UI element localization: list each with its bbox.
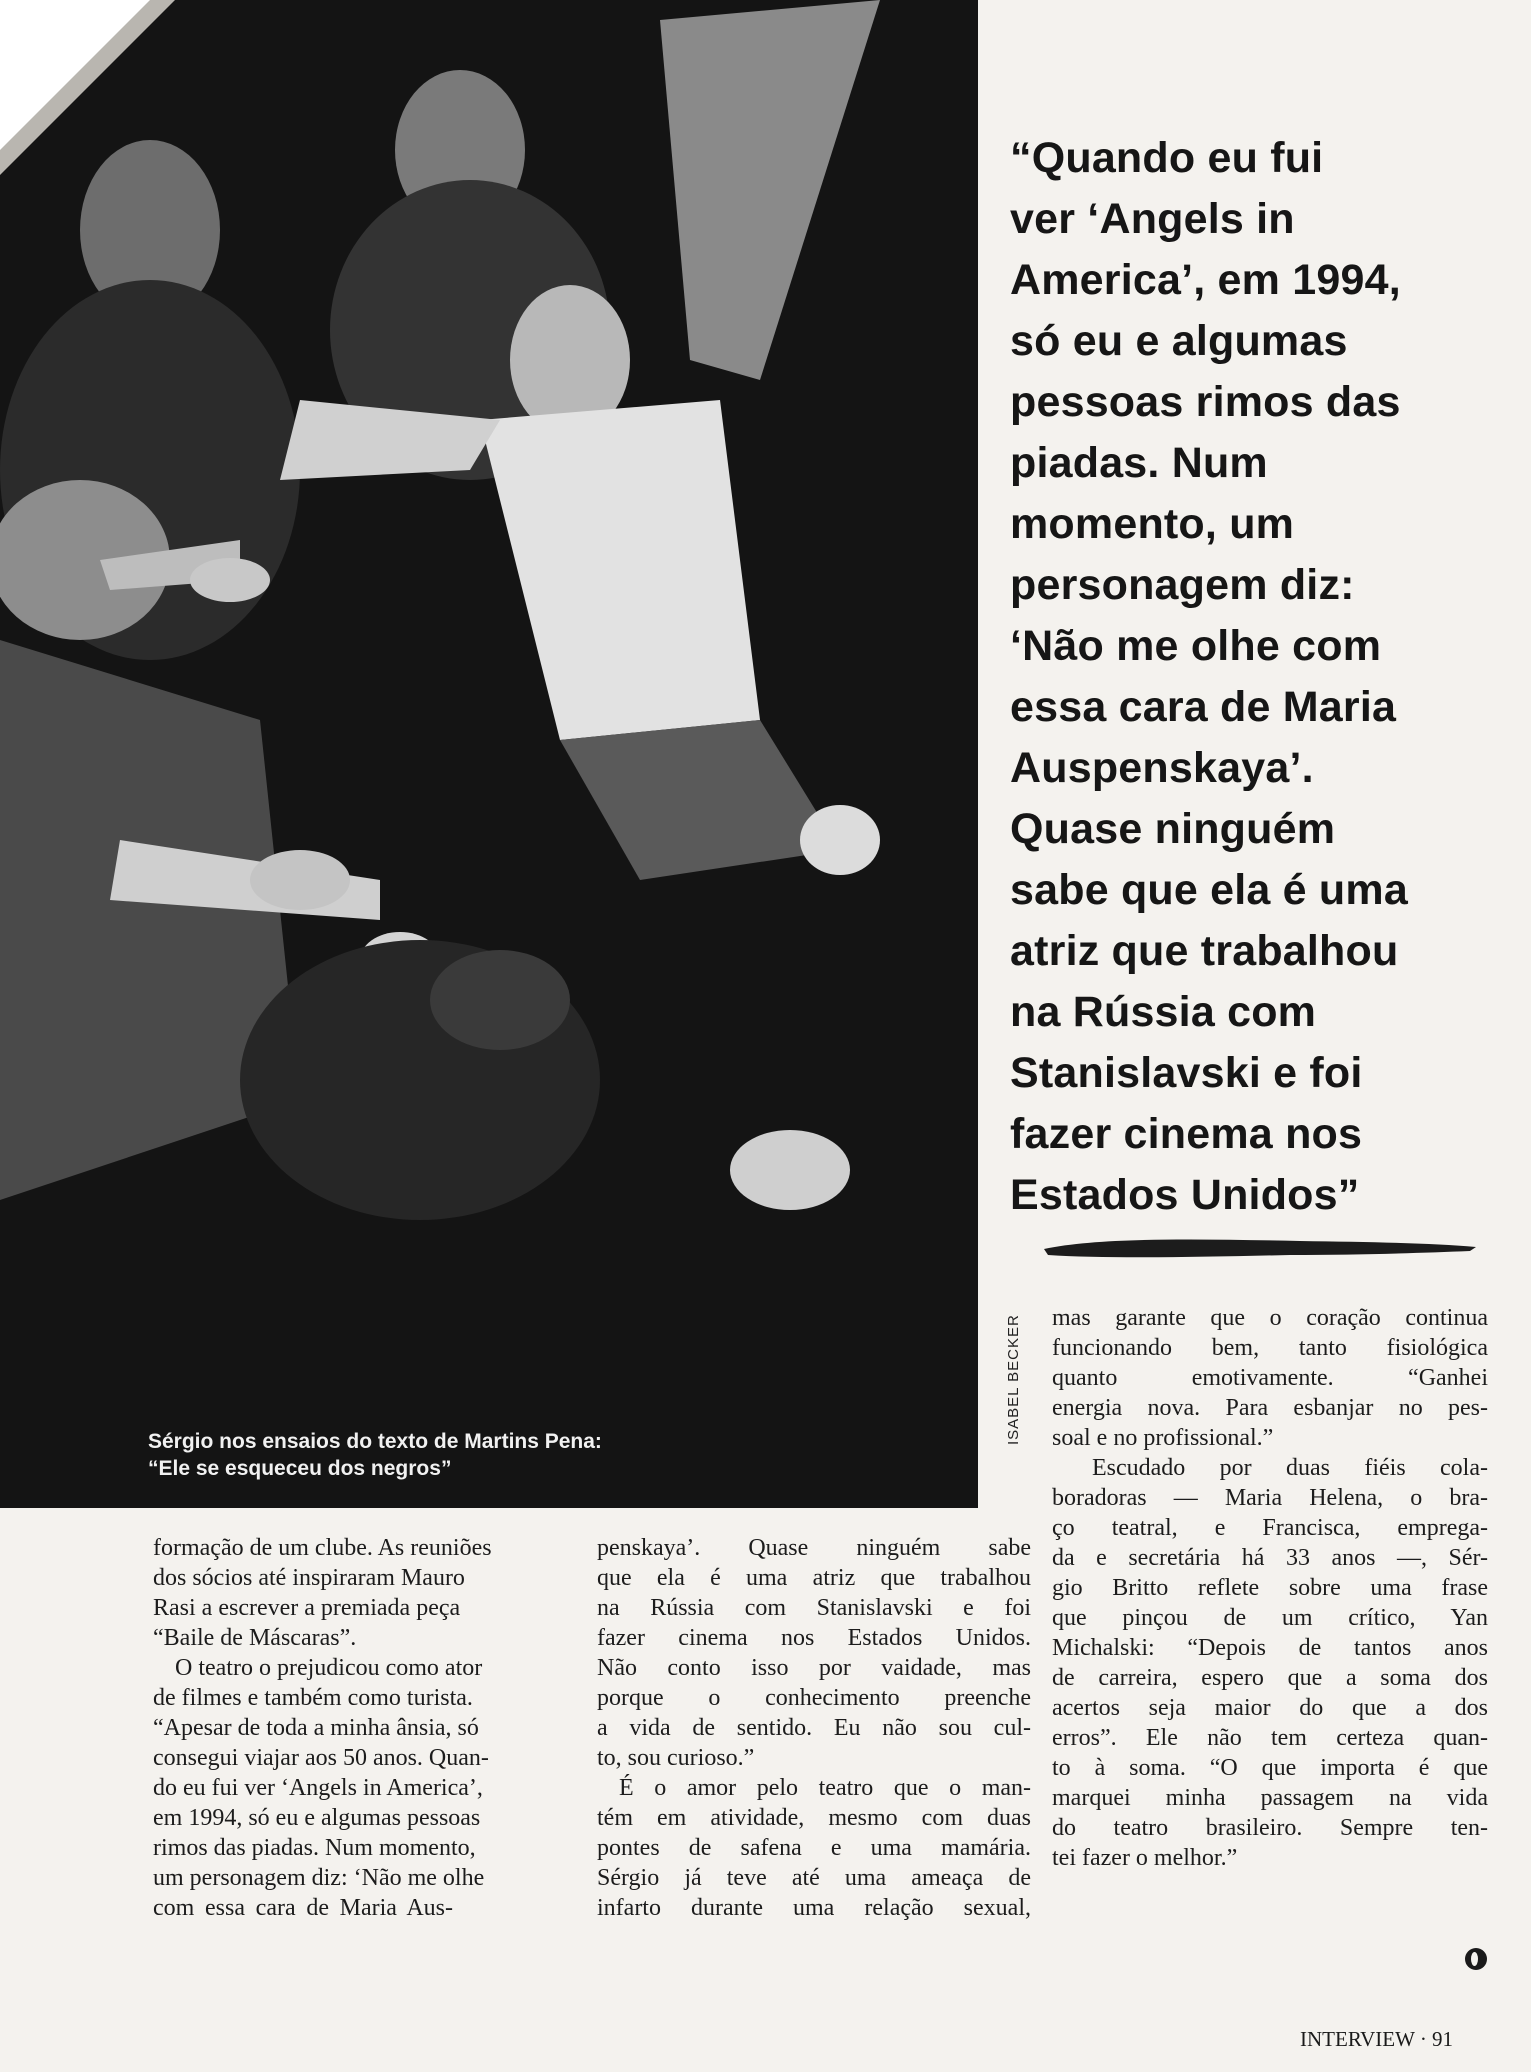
text-line: de carreira, espero que a soma dos [1052,1665,1488,1691]
text-line: rimos das piadas. Num momento, [153,1835,476,1861]
pull-quote-line: personagem diz: [1010,561,1355,609]
text-line: gio Britto reflete sobre uma frase [1052,1575,1488,1601]
text-line: da e secretária há 33 anos —, Sér- [1052,1545,1488,1571]
text-line: porque o conhecimento preenche [597,1685,1031,1711]
pull-quote-line: ver ‘Angels in [1010,195,1295,243]
photo-credit: ISABEL BECKER [1005,1314,1022,1445]
pull-quote-line: sabe que ela é uma [1010,866,1408,914]
pull-quote-line: momento, um [1010,500,1295,548]
rehearsal-photo [0,0,978,1508]
photo-illustration [0,0,978,1508]
pull-quote-line: piadas. Num [1010,439,1268,487]
pull-quote-line: fazer cinema nos [1010,1110,1363,1158]
text-line: mas garante que o coração continua [1052,1305,1488,1331]
text-line: Escudado por duas fiéis cola- [1092,1455,1488,1481]
text-line: a vida de sentido. Eu não sou cul- [597,1715,1031,1741]
text-line: É o amor pelo teatro que o man- [619,1775,1031,1801]
text-line: infarto durante uma relação sexual, [597,1895,1031,1921]
pull-quote-line: Estados Unidos” [1010,1171,1360,1219]
text-line: fazer cinema nos Estados Unidos. [597,1625,1031,1651]
photo-caption [148,1428,748,1482]
text-line: acertos seja maior do que a dos [1052,1695,1488,1721]
text-line: penskaya’. Quase ninguém sabe [597,1535,1031,1561]
body-column-c [1052,1303,1488,1873]
text-line: to à soma. “O que importa é que [1052,1755,1488,1781]
text-line: soal e no profissional.” [1052,1425,1274,1451]
text-line: em 1994, só eu e algumas pessoas [153,1805,481,1831]
pull-quote [1010,128,1510,1226]
text-line: do teatro brasileiro. Sempre ten- [1052,1815,1488,1841]
end-of-article-icon [1465,1948,1487,1970]
text-line: funcionando bem, tanto fisiológica [1052,1335,1488,1361]
text-line: formação de um clube. As reuniões [153,1535,492,1561]
pull-quote-line: pessoas rimos das [1010,378,1401,426]
text-line: Não conto isso por vaidade, mas [597,1655,1031,1681]
text-line: pontes de safena e uma mamária. [597,1835,1031,1861]
text-line: tei fazer o melhor.” [1052,1845,1238,1871]
text-line: dos sócios até inspiraram Mauro [153,1565,465,1591]
text-line: com essa cara de Maria Aus- [153,1895,453,1921]
pull-quote-line: essa cara de Maria [1010,683,1397,731]
brush-stroke-divider [1040,1233,1480,1261]
text-line: consegui viajar aos 50 anos. Quan- [153,1745,489,1771]
page-folio: INTERVIEW · 91 [1300,2027,1454,2051]
text-line: tém em atividade, mesmo com duas [597,1805,1031,1831]
pull-quote-line: Stanislavski e foi [1010,1049,1363,1097]
body-column-b [597,1533,1031,1923]
text-line: que ela é uma atriz que trabalhou [597,1565,1031,1591]
pull-quote-line: “Quando eu fui [1010,134,1324,182]
pull-quote-line: atriz que trabalhou [1010,927,1399,975]
caption-line-2: “Ele se esqueceu dos negros” [148,1457,452,1480]
text-line: “Apesar de toda a minha ânsia, só [153,1715,479,1741]
text-line: Michalski: “Depois de tantos anos [1052,1635,1488,1661]
text-line: to, sou curioso.” [597,1745,755,1771]
text-line: marquei minha passagem na vida [1052,1785,1488,1811]
pull-quote-line: na Rússia com [1010,988,1317,1036]
pull-quote-line: Quase ninguém [1010,805,1336,853]
pull-quote-line: America’, em 1994, [1010,256,1401,304]
text-line: que pinçou de um crítico, Yan [1052,1605,1488,1631]
text-line: do eu fui ver ‘Angels in America’, [153,1775,483,1801]
text-line: de filmes e também como turista. [153,1685,473,1711]
text-line: “Baile de Máscaras”. [153,1625,357,1651]
pull-quote-line: ‘Não me olhe com [1010,622,1382,670]
text-line: um personagem diz: ‘Não me olhe [153,1865,485,1891]
pull-quote-line: Auspenskaya’. [1010,744,1314,792]
text-line: Sérgio já teve até uma ameaça de [597,1865,1031,1891]
text-line: Rasi a escrever a premiada peça [153,1595,461,1621]
page-fold-corner [0,0,150,150]
text-line: energia nova. Para esbanjar no pes- [1052,1395,1488,1421]
text-line: quanto emotivamente. “Ganhei [1052,1365,1488,1391]
text-line: boradoras — Maria Helena, o bra- [1052,1485,1488,1511]
body-column-a [153,1533,492,1923]
pull-quote-line: só eu e algumas [1010,317,1348,365]
text-line: O teatro o prejudicou como ator [175,1655,483,1681]
text-line: ço teatral, e Francisca, emprega- [1052,1515,1488,1541]
caption-line-1: Sérgio nos ensaios do texto de Martins Pena: [148,1430,602,1453]
text-line: erros”. Ele não tem certeza quan- [1052,1725,1488,1751]
text-line: na Rússia com Stanislavski e foi [597,1595,1031,1621]
